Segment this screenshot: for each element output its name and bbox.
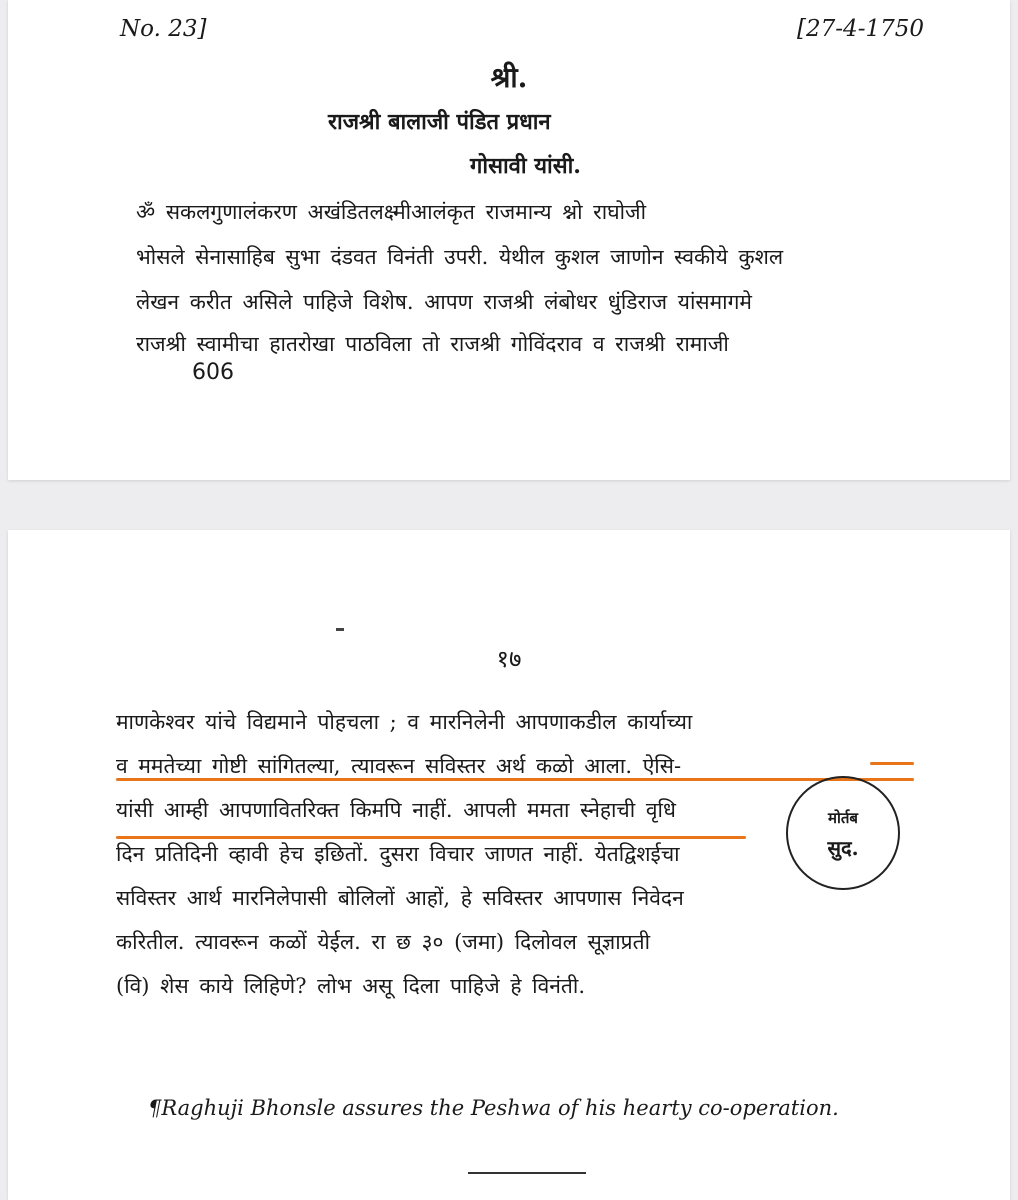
text-line: लेखन करीत असिले पाहिजे विशेष. आपण राजश्री लंबोधर धुंडिराज यांसमागमे [136,290,752,314]
letter-number: No. 23] [120,16,207,42]
document-page-lower [8,530,1010,1200]
text-line: ॐ सकलगुणालंकरण अखंडितलक्ष्मीआलंकृत राजमान्य श्नो राघोजी [136,200,647,224]
letter-date: [27-4-1750 [797,16,924,42]
text-line: राजश्री स्वामीचा हातरोखा पाठविला तो राजश्री गोविंदराव व राजश्री रामाजी [136,332,729,356]
document-page-upper [8,0,1010,480]
text-line: भोसले सेनासाहिब सुभा दंडवत विनंती उपरी. येथील कुशल जाणोन स्वकीये कुशल [136,245,784,269]
text-line: (वि) शेस काये लिहिणे? लोभ असू दिला पाहिजे हे विनंती. [116,974,586,998]
text-line: दिन प्रतिदिनी व्हावी हेच इछितों. दुसरा विचार जाणत नाहीं. येतद्विशईचा [116,842,680,866]
text-line: सविस्तर आर्थ मारनिलेपासी बोलिलों आहों, हे सविस्तर आपणास निवेदन [116,886,684,910]
seal-text-line-2: सुद. [827,836,859,860]
addressee-line-2: गोसावी यांसी. [470,153,581,179]
page-number: 606 [192,360,234,385]
seal-text-line-1: मोर्तब [828,809,858,827]
text-line: माणकेश्वर यांचे विद्यमाने पोहचला ; व मारनिलेनी आपणाकडील कार्याच्या [116,710,693,734]
invocation: श्री. [490,61,528,94]
text-line: यांसी आम्ही आपणावितरिक्त किमपि नाहीं. आपली ममता स्नेहाची वृधि [116,798,676,822]
english-summary: ¶Raghuji Bhonsle assures the Peshwa of his hearty co-operation. [148,1096,839,1120]
seal-stamp [786,776,900,890]
page-number: १७ [496,645,522,673]
divider-rule [468,1172,586,1174]
scan-mark [336,628,344,631]
text-line: व ममतेच्या गोष्टी सांगितल्या, त्यावरून सविस्तर अर्थ कळो आला. ऐसि- [116,754,682,778]
text-line: करितील. त्यावरून कळों येईल. रा छ ३० (जमा) दिलोवल सूज्ञाप्रती [116,930,651,954]
addressee-line-1: राजश्री बालाजी पंडित प्रधान [328,109,551,135]
highlight-underline [116,836,746,839]
